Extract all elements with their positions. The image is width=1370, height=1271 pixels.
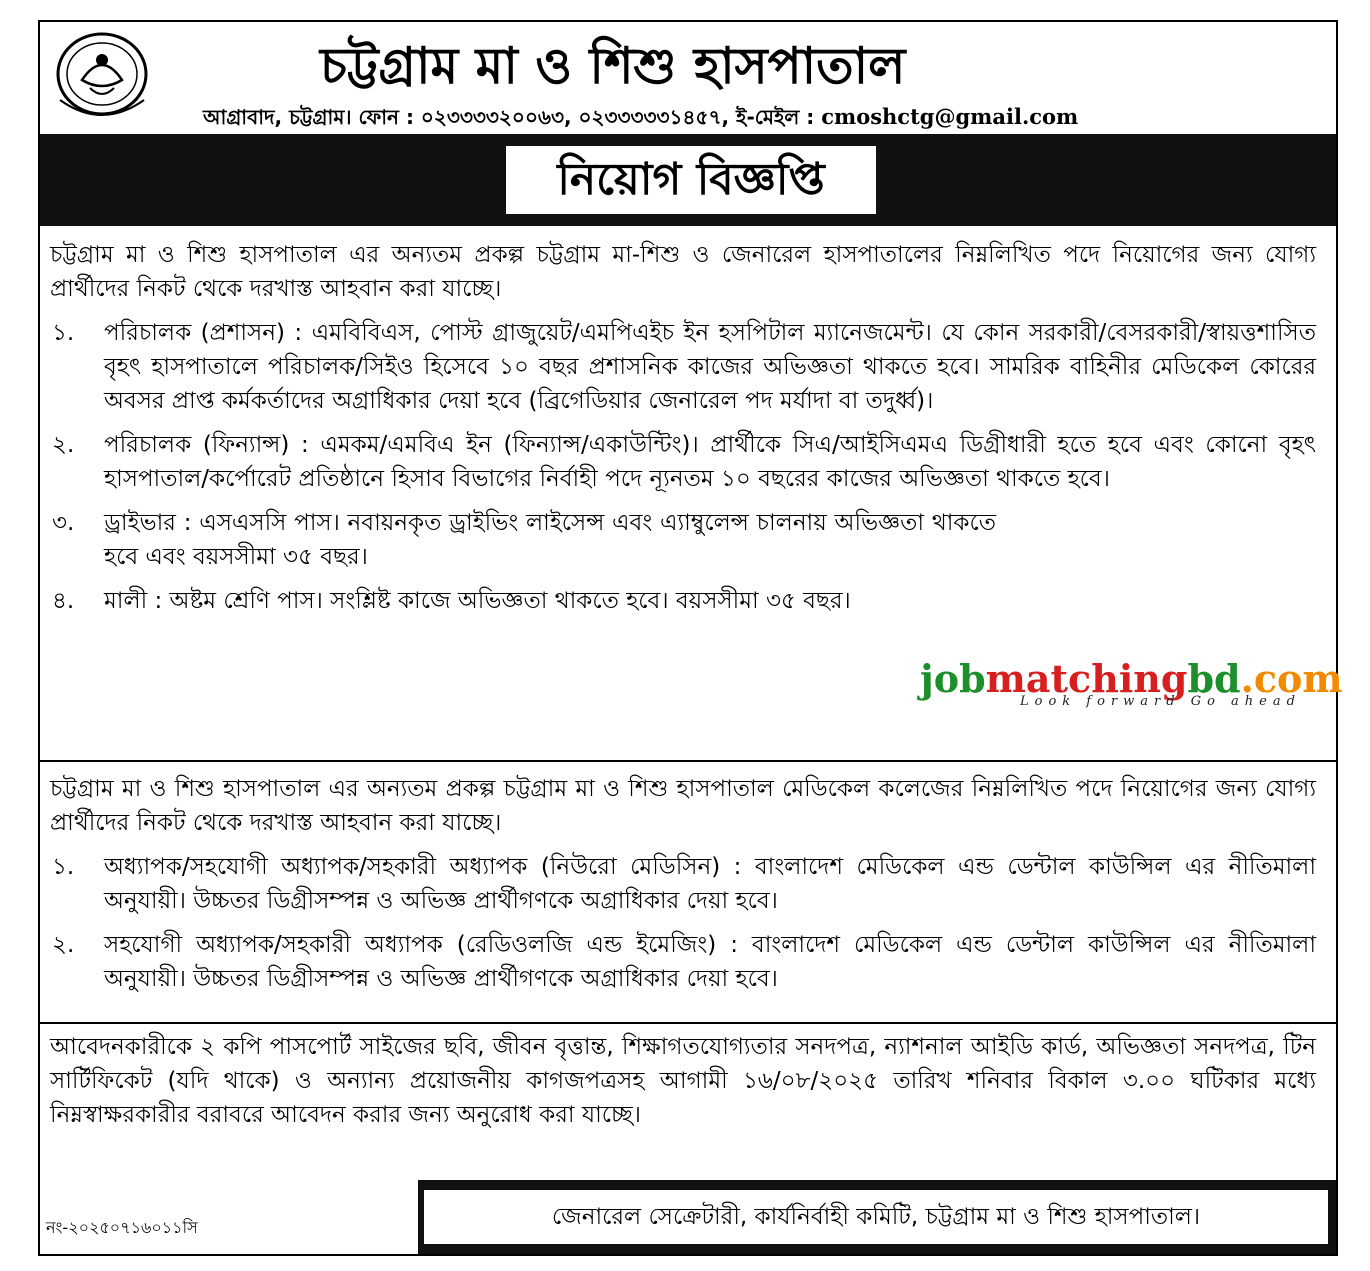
item-number: ২. [52,932,75,958]
item-text: মালী : অষ্টম শ্রেণি পাস। সংশ্লিষ্ট কাজে অভিজ্ঞতা থাকতে হবে। বয়সসীমা ৩৫ বছর। [104,588,851,614]
watermark-part: job [920,656,986,701]
application-instructions: আবেদনকারীকে ২ কপি পাসপোর্ট সাইজের ছবি, জীবন বৃত্তান্ত, শিক্ষাগতযোগ্যতার সনদপত্র, ন্যাশনাল আইডি কার্ড, অভিজ্ঞতা সনদপত্র, টিন সার্টিফিকেট (যদি থাকে) ও অন্যান্য প্রয়োজনীয় কাগজপত্রসহ আগামী ১৬/০৮/২০২৫ তারিখ শনিবার বিকাল ৩.০০ ঘটিকার মধ্যে নিম্নস্বাক্ষরকারীর বরাবরে আবেদন করার জন্য অনুরোধ করা যাচ্ছে। [50,1034,1316,1128]
email-address: cmoshctg@gmail.com [821,104,1079,129]
item-number: ২. [52,432,75,458]
header [40,22,1336,134]
hospital-logo-icon [54,30,150,122]
item-text: পরিচালক (প্রশাসন) : এমবিবিএস, পোস্ট গ্রাজুয়েট/এমপিএইচ ইন হসপিটাল ম্যানেজমেন্ট। যে কোন সরকারী/বেসরকারী/স্বায়ত্তশাসিত বৃহৎ হাসপাতালে পরিচালক/সিইও হিসেবে ১০ বছর প্রশাসনিক কাজের অভিজ্ঞতা থাকতে হবে। সামরিক বাহিনীর মেডিকেল কোরের অবসর প্রাপ্ত কর্মকর্তাদের অগ্রাধিকার দেয়া হবে (ব্রিগেডিয়ার জেনারেল পদ মর্যাদা বা তদুর্ধ্ব)। [104,320,1316,414]
list-item [40,928,1336,996]
notice-title: নিয়োগ বিজ্ঞপ্তি [506,146,876,214]
section-divider [40,760,1336,762]
watermark-tagline: Look forward Go ahead [1020,694,1301,709]
contact-line [203,104,1078,130]
list-item [40,428,1336,496]
section-divider [40,1022,1336,1024]
item-text: সহযোগী অধ্যাপক/সহকারী অধ্যাপক (রেডিওলজি এন্ড ইমেজিং) : বাংলাদেশ মেডিকেল এন্ড ডেন্টাল কাউন্সিল এর নীতিমালা অনুযায়ী। উচ্চতর ডিগ্রীসম্পন্ন ও অভিজ্ঞ প্রার্থীগণকে অগ্রাধিকার দেয়া হবে। [104,932,1316,992]
application-block [40,1030,1336,1132]
section2-intro-block [40,772,1336,840]
watermark-part: matching [985,656,1188,701]
item-number: ১. [52,320,75,346]
reference-number: নং-২০২৫০৭১৬০১১সি [46,1218,198,1237]
section2-intro: চট্টগ্রাম মা ও শিশু হাসপাতাল এর অন্যতম প্রকল্প চট্টগ্রাম মা ও শিশু হাসপাতাল মেডিকেল কলেজের নিম্নলিখিত পদে নিয়োগের জন্য যোগ্য প্রার্থীদের নিকট থেকে দরখাস্ত আহবান করা যাচ্ছে। [50,776,1316,836]
item-number: ১. [52,854,75,880]
address-phone: আগ্রাবাদ, চট্টগ্রাম। ফোন : ০২৩৩৩৩২০০৬৩, ০২৩৩৩৩৩১৪৫৭, ই-মেইল : [203,105,822,129]
signatory: জেনারেল সেক্রেটারী, কার্যনির্বাহী কমিটি, চট্টগ্রাম মা ও শিশু হাসপাতাল। [424,1190,1328,1244]
section-hospital-posts [40,238,1336,618]
list-item [40,850,1336,918]
notice-title-banner [40,134,1336,226]
application-section [40,1030,1336,1132]
section-medical-college-posts [40,772,1336,996]
item-text: ড্রাইভার : এসএসসি পাস। নবায়নকৃত ড্রাইভিং লাইসেন্স এবং এ্যাম্বুলেন্স চালনায় অভিজ্ঞতা থাকতে হবে এবং বয়সসীমা ৩৫ বছর। [104,510,996,570]
section1-intro-block [40,238,1336,306]
item-text: অধ্যাপক/সহযোগী অধ্যাপক/সহকারী অধ্যাপক (নিউরো মেডিসিন) : বাংলাদেশ মেডিকেল এন্ড ডেন্টাল কাউন্সিল এর নীতিমালা অনুযায়ী। উচ্চতর ডিগ্রীসম্পন্ন ও অভিজ্ঞ প্রার্থীগণকে অগ্রাধিকার দেয়া হবে। [104,854,1316,914]
hospital-name: চট্টগ্রাম মা ও শিশু হাসপাতাল [320,37,906,95]
list-item [40,316,1336,418]
watermark [920,656,1343,709]
item-text: পরিচালক (ফিন্যান্স) : এমকম/এমবিএ ইন (ফিন্যান্স/একাউন্টিং)। প্রার্থীকে সিএ/আইসিএমএ ডিগ্রীধারী হতে হবে এবং কোনো বৃহৎ হাসপাতাল/কর্পোরেট প্রতিষ্ঠানে হিসাব বিভাগের নির্বাহী পদে ন্যূনতম ১০ বছরের কাজের অভিজ্ঞতা থাকতে হবে। [104,432,1316,492]
list-item [40,506,1336,574]
item-number: ৩. [52,510,75,536]
section1-intro: চট্টগ্রাম মা ও শিশু হাসপাতাল এর অন্যতম প্রকল্প চট্টগ্রাম মা-শিশু ও জেনারেল হাসপাতালের নিম্নলিখিত পদে নিয়োগের জন্য যোগ্য প্রার্থীদের নিকট থেকে দরখাস্ত আহবান করা যাচ্ছে। [50,242,1316,302]
watermark-part: .com [1240,656,1343,701]
signatory-band [418,1180,1336,1254]
list-item [40,584,1336,618]
watermark-part: bd [1187,656,1241,701]
item-number: ৪. [52,588,75,614]
